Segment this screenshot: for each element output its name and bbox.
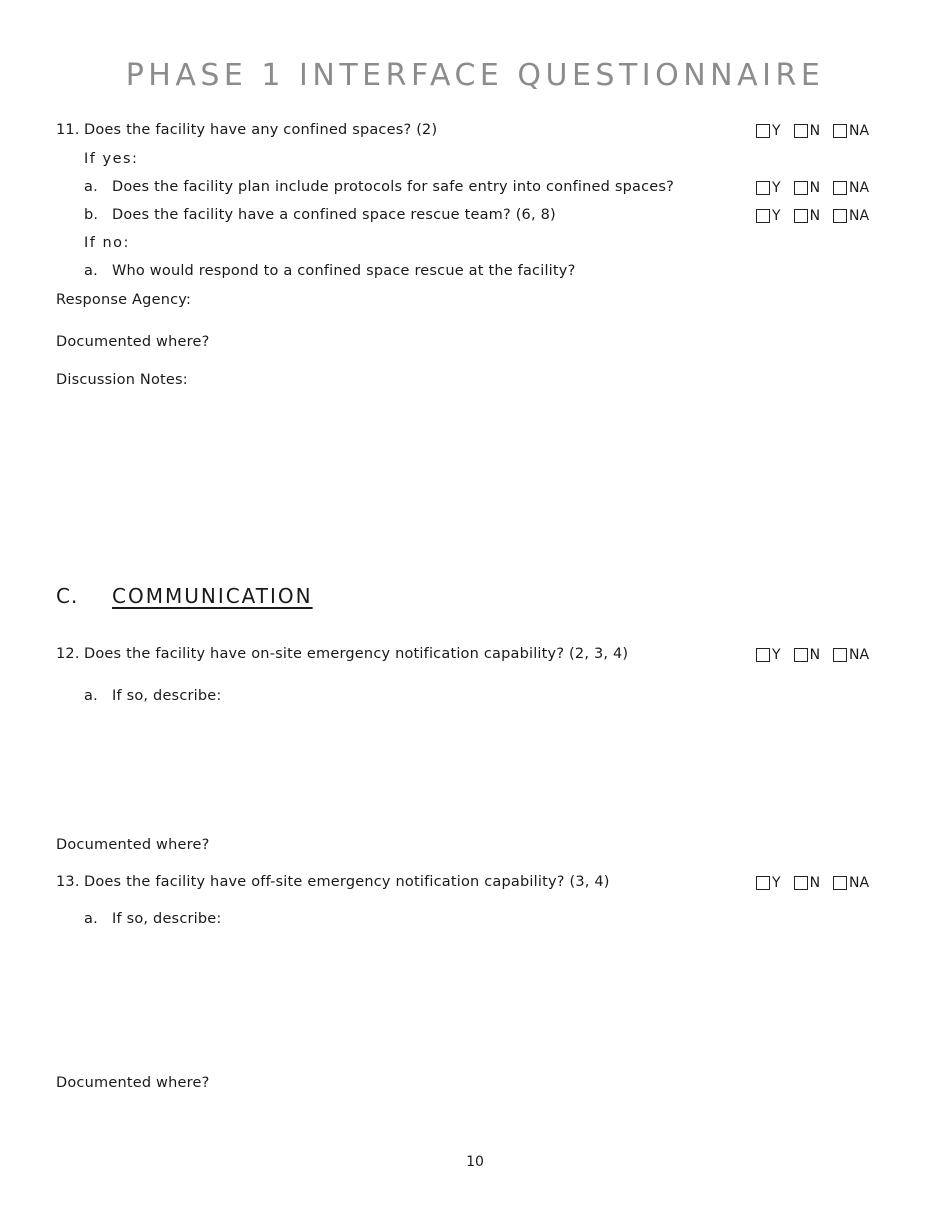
yes-label: Y [772, 208, 781, 224]
question-12-text: Does the facility have on-site emergency notification capability? (2, 3, 4) [84, 646, 629, 662]
response-agency-label: Response Agency: [56, 292, 192, 308]
na-label: NA [849, 208, 870, 224]
q11b-no-checkbox[interactable] [794, 209, 808, 223]
question-11-number: 11. [56, 122, 80, 138]
question-13-options [756, 875, 869, 891]
q11b-na-checkbox[interactable] [833, 209, 847, 223]
q11b-letter: b. [84, 207, 99, 223]
question-11-options [756, 123, 869, 139]
yes-label: Y [772, 647, 781, 663]
no-label: N [809, 180, 821, 196]
q12-documented-label: Documented where? [56, 837, 210, 853]
q11-yes-checkbox[interactable] [756, 124, 770, 138]
q11c-text: Who would respond to a confined space rescue at the facility? [112, 263, 576, 279]
if-no-label: If no: [84, 235, 130, 251]
q12-na-checkbox[interactable] [833, 648, 847, 662]
q13-documented-label: Documented where? [56, 1075, 210, 1091]
q12-no-checkbox[interactable] [794, 648, 808, 662]
q12a-letter: a. [84, 688, 98, 704]
na-label: NA [849, 123, 870, 139]
q13-no-checkbox[interactable] [794, 876, 808, 890]
yes-label: Y [772, 123, 781, 139]
question-11-text: Does the facility have any confined spaces? (2) [84, 122, 438, 138]
question-12-number: 12. [56, 646, 80, 662]
yes-label: Y [772, 180, 781, 196]
q11a-options [756, 180, 869, 196]
na-label: NA [849, 180, 870, 196]
no-label: N [809, 208, 821, 224]
no-label: N [809, 123, 821, 139]
q11-na-checkbox[interactable] [833, 124, 847, 138]
question-13-text: Does the facility have off-site emergency notification capability? (3, 4) [84, 874, 610, 890]
section-title: COMMUNICATION [112, 584, 313, 608]
page-title: PHASE 1 INTERFACE QUESTIONNAIRE [125, 58, 825, 93]
na-label: NA [849, 875, 870, 891]
q13a-letter: a. [84, 911, 98, 927]
q13-yes-checkbox[interactable] [756, 876, 770, 890]
no-label: N [809, 875, 821, 891]
q11b-options [756, 208, 869, 224]
q11-no-checkbox[interactable] [794, 124, 808, 138]
page-number: 10 [466, 1154, 484, 1170]
q11b-yes-checkbox[interactable] [756, 209, 770, 223]
q11a-no-checkbox[interactable] [794, 181, 808, 195]
q12-yes-checkbox[interactable] [756, 648, 770, 662]
q11a-yes-checkbox[interactable] [756, 181, 770, 195]
q13a-text: If so, describe: [112, 911, 222, 927]
q11a-letter: a. [84, 179, 98, 195]
q11b-text: Does the facility have a confined space rescue team? (6, 8) [112, 207, 556, 223]
question-12-options [756, 647, 869, 663]
q11c-letter: a. [84, 263, 98, 279]
q12a-text: If so, describe: [112, 688, 222, 704]
question-13-number: 13. [56, 874, 80, 890]
q11a-text: Does the facility plan include protocols for safe entry into confined spaces? [112, 179, 675, 195]
discussion-notes-label: Discussion Notes: [56, 372, 188, 388]
q13-na-checkbox[interactable] [833, 876, 847, 890]
na-label: NA [849, 647, 870, 663]
q11a-na-checkbox[interactable] [833, 181, 847, 195]
section-letter: C. [56, 584, 79, 608]
no-label: N [809, 647, 821, 663]
q11-documented-label: Documented where? [56, 334, 210, 350]
if-yes-label: If yes: [84, 151, 139, 167]
yes-label: Y [772, 875, 781, 891]
